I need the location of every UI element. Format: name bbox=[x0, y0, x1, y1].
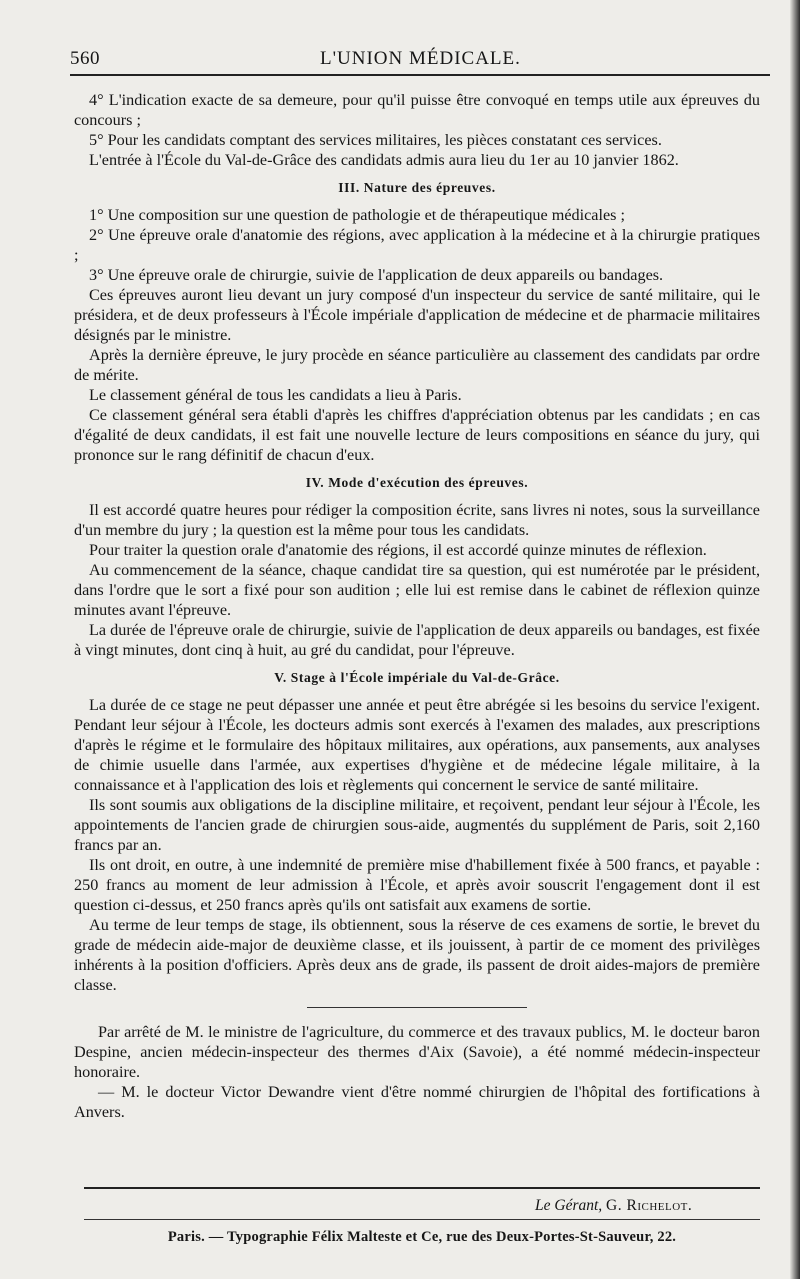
paragraph: 5° Pour les candidats comptant des services militaires, les pièces constatant ces services. bbox=[89, 131, 662, 149]
printer-imprint: Paris. — Typographie Félix Malteste et Ce, rue des Deux-Portes-St-Sauveur, 22. bbox=[167, 1229, 677, 1245]
paragraph: Ils ont droit, en outre, à une indemnité de première mise d'habillement fixée à 500 francs, et payable : 250 francs au moment de leur admission à l'École, et après avoir souscrit l'engagement dont il est question ci-dessus, et 250 francs après qu'ils ont satisfait aux examens de sortie. bbox=[74, 856, 760, 914]
paragraph: Ils sont soumis aux obligations de la discipline militaire, et reçoivent, pendant leur séjour à l'École, les appointements de l'ancien grade de chirurgien sous-aide, augmentés du supplément de Paris, soit 2,160 francs par an. bbox=[74, 796, 760, 854]
paragraph: 3° Une épreuve orale de chirurgie, suivie de l'application de deux appareils ou bandages. bbox=[89, 266, 664, 284]
paragraph: Après la dernière épreuve, le jury procède en séance particulière au classement des candidats par ordre de mérite. bbox=[74, 346, 760, 384]
running-title: L'UNION MÉDICALE. bbox=[320, 48, 521, 69]
section-heading-4: IV. Mode d'exécution des épreuves. bbox=[305, 475, 529, 490]
paragraph: La durée de ce stage ne peut dépasser une année et peut être abrégée si les besoins du service l'exigent. Pendant leur séjour à l'École, les docteurs admis sont exercés à l'examen des malades, aux prescriptions d'après le régime et le formulaire des hôpitaux militaires, aux opérations, aux pansements, aux analyses de chimie usuelle dans l'armée, aux expertises d'hygiène et de médecine légale militaire, à la connaissance et à l'application des lois et règlements qui concernent le service de santé militaire. bbox=[74, 696, 760, 794]
page-number: 560 bbox=[70, 48, 100, 69]
header-rule bbox=[70, 74, 770, 76]
paragraph: L'entrée à l'École du Val-de-Grâce des candidats admis aura lieu du 1er au 10 janvier 1862. bbox=[89, 151, 679, 169]
paragraph: 1° Une composition sur une question de pathologie et de thérapeutique médicales ; bbox=[89, 206, 626, 224]
signature-name: G. Richelot. bbox=[606, 1197, 693, 1214]
news-items bbox=[74, 1022, 760, 1122]
footer-rule bbox=[84, 1187, 760, 1189]
section-heading-3: III. Nature des épreuves. bbox=[338, 180, 496, 195]
page-header bbox=[70, 44, 770, 76]
paragraph: Ce classement général sera établi d'après les chiffres d'appréciation obtenus par les candidats ; en cas d'égalité de deux candidats, il est fait une nouvelle lecture de leurs compositions en séance du jury, qui prononce sur le rang définitif de chacun d'eux. bbox=[74, 406, 760, 464]
news-item: Par arrêté de M. le ministre de l'agriculture, du commerce et des travaux publics, M. le docteur baron Despine, ancien médecin-inspecteur des thermes d'Aix (Savoie), a été nommé médecin-inspecteur honoraire. bbox=[74, 1023, 760, 1081]
paragraph: 4° L'indication exacte de sa demeure, pour qu'il puisse être convoqué en temps utile aux épreuves du concours ; bbox=[74, 91, 760, 129]
section-heading-5: V. Stage à l'École impériale du Val-de-Grâce. bbox=[274, 670, 560, 685]
signature-role: Le Gérant, bbox=[535, 1197, 603, 1214]
article-body bbox=[74, 90, 760, 1122]
paragraph: Ces épreuves auront lieu devant un jury composé d'un inspecteur du service de santé militaire, qui le présidera, et de deux professeurs à l'École impériale d'application de médecine et de pharmacie militaires désignés par le ministre. bbox=[74, 286, 760, 344]
paragraph: La durée de l'épreuve orale de chirurgie, suivie de l'application de deux appareils ou bandages, est fixée à vingt minutes, dont cinq à huit, au gré du candidat, pour l'épreuve. bbox=[74, 621, 760, 659]
paragraph: 2° Une épreuve orale d'anatomie des régions, avec application à la médecine et à la chirurgie pratiques ; bbox=[74, 226, 760, 264]
signature bbox=[535, 1197, 692, 1215]
news-item: — M. le docteur Victor Dewandre vient d'être nommé chirurgien de l'hôpital des fortifications à Anvers. bbox=[74, 1083, 760, 1121]
section-divider bbox=[307, 1007, 527, 1008]
paragraph: Le classement général de tous les candidats a lieu à Paris. bbox=[89, 386, 462, 404]
page-edge-shadow bbox=[790, 0, 800, 1279]
paragraph: Il est accordé quatre heures pour rédiger la composition écrite, sans livres ni notes, sous la surveillance d'un membre du jury ; la question est la même pour tous les candidats. bbox=[74, 501, 760, 539]
paragraph: Au terme de leur temps de stage, ils obtiennent, sous la réserve de ces examens de sortie, le brevet du grade de médecin aide-major de deuxième classe, et ils jouissent, à partir de ce moment des privilèges inhérents à la position d'officiers. Après deux ans de grade, ils passent de droit aides-majors de première classe. bbox=[74, 916, 760, 994]
paragraph: Pour traiter la question orale d'anatomie des régions, il est accordé quinze minutes de réflexion. bbox=[89, 541, 707, 559]
paragraph: Au commencement de la séance, chaque candidat tire sa question, qui est numérotée par le président, dans l'ordre que le sort a fixé pour son audition ; elle lui est remise dans le cabinet de réflexion quinze minutes avant l'épreuve. bbox=[74, 561, 760, 619]
footer-rule-bottom bbox=[84, 1219, 760, 1220]
